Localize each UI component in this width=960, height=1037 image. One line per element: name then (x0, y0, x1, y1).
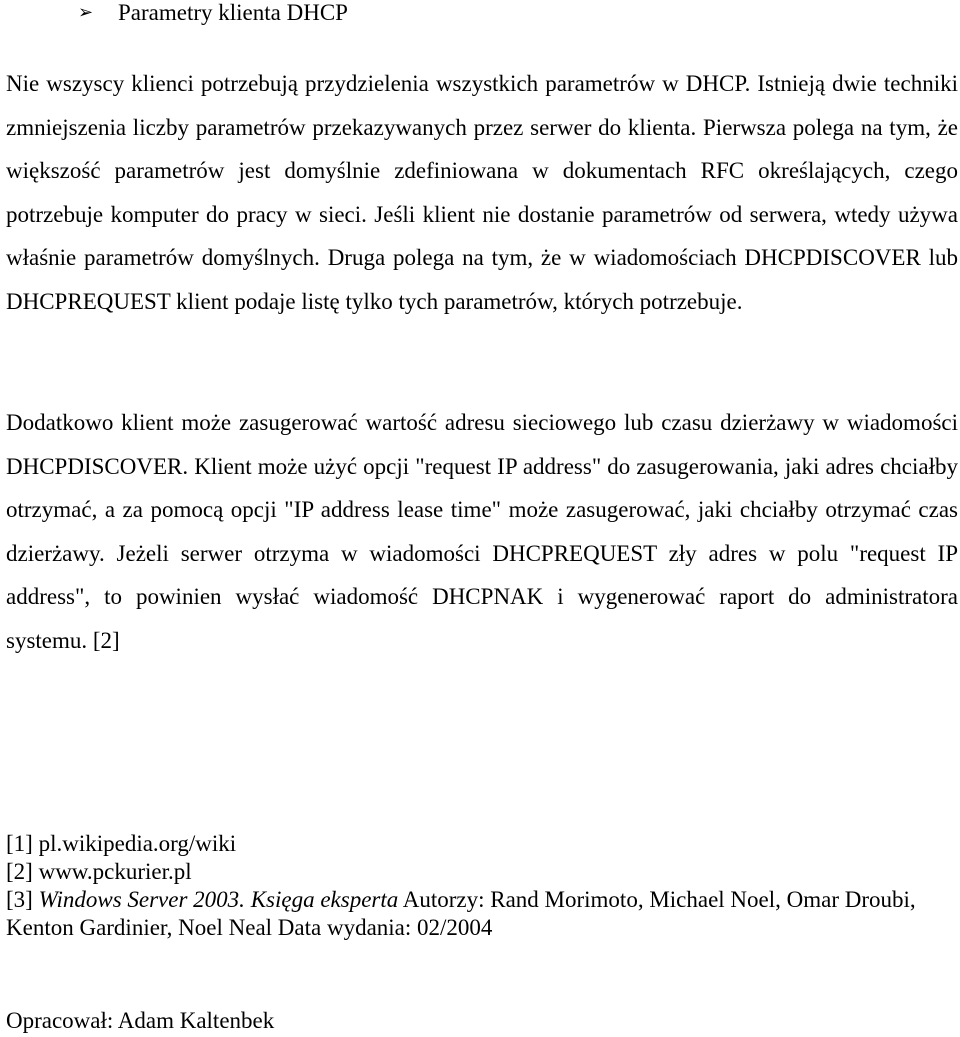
reference-marker: [3] (6, 887, 33, 912)
reference-book-title: Windows Server 2003. (38, 887, 245, 912)
section-heading (78, 0, 348, 29)
section-heading-text: Parametry klienta DHCP (118, 0, 348, 25)
reference-text: pl.wikipedia.org/wiki (38, 831, 237, 856)
reference-item (6, 886, 958, 942)
references-list (6, 830, 958, 942)
reference-item (6, 858, 958, 886)
reference-book-subtitle: Księga eksperta (250, 887, 399, 912)
author-line: Opracował: Adam Kaltenbek (6, 1008, 275, 1033)
arrow-bullet-icon: ➢ (78, 2, 94, 22)
reference-item (6, 830, 958, 858)
reference-text: www.pckurier.pl (38, 859, 192, 884)
reference-book-details: Autorzy: Rand Morimoto, Michael Noel, Omar Droubi, Kenton Gardinier, Noel Neal Data wydania: 02/2004 (6, 887, 916, 940)
reference-marker: [1] (6, 831, 33, 856)
paragraph-address-suggestion: Dodatkowo klient może zasugerować wartość adresu sieciowego lub czasu dzierżawy w wiadomości DHCPDISCOVER. Klient może użyć opcji "request IP address" do zasugerowania, jaki adres chciałby otrzymać, a za pomocą opcji "IP address lease time" może zasugerować, jaki chciałby otrzymać czas dzierżawy. Jeżeli serwer otrzyma w wiadomości DHCPREQUEST zły adres w polu "request IP address", to powinien wysłać wiadomość DHCPNAK i wygenerować raport do administratora systemu. [2] (6, 410, 958, 653)
reference-marker: [2] (6, 859, 33, 884)
paragraph-client-parameters: Nie wszyscy klienci potrzebują przydzielenia wszystkich parametrów w DHCP. Istnieją dwie techniki zmniejszenia liczby parametrów przekazywanych przez serwer do klienta. Pierwsza polega na tym, że większość parametrów jest domyślnie zdefiniowana w dokumentach RFC określających, czego potrzebuje komputer do pracy w sieci. Jeśli klient nie dostanie parametrów od serwera, wtedy używa właśnie parametrów domyślnych. Druga polega na tym, że w wiadomościach DHCPDISCOVER lub DHCPREQUEST klient podaje listę tylko tych parametrów, których potrzebuje. (6, 71, 958, 314)
